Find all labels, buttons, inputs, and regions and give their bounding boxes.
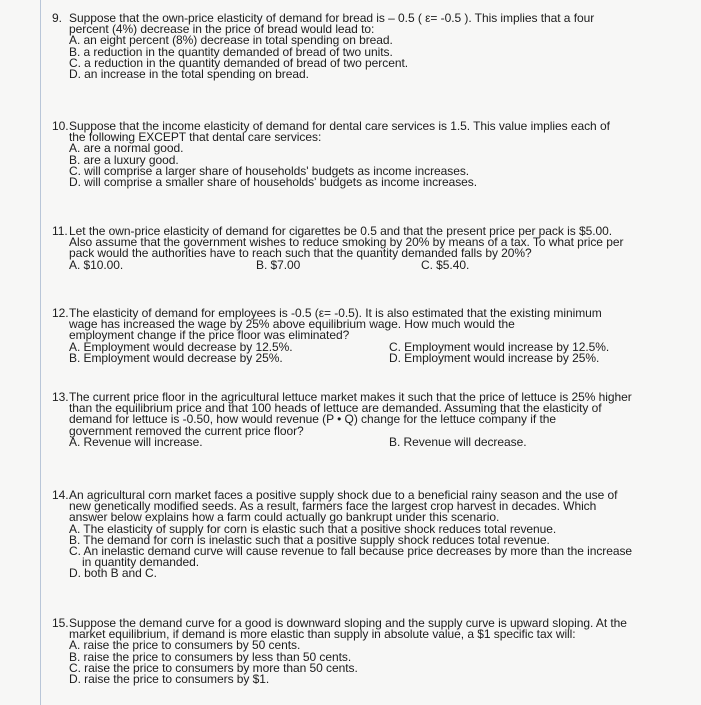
question-stem: Also assume that the government wishes to reduce smoking by 20% by means of a tax. To what price per (69, 235, 624, 250)
question-stem: The elasticity of demand for employees is -0.5 (ε= -0.5). It is also estimated that the existing minimum (69, 306, 602, 320)
question-stem: answer below explains how a farm could actually go bankrupt under this scenario. (69, 510, 500, 525)
question-10 (52, 121, 679, 188)
answer-option: B. Employment would decrease by 25%. (69, 350, 283, 365)
answer-option: C. will comprise a larger share of households' budgets as income increases. (69, 163, 470, 178)
question-15 (52, 618, 679, 685)
answer-option: B. a reduction in the quantity demanded of bread of two units. (69, 44, 393, 59)
answer-option-continued: in quantity demanded. (82, 555, 200, 570)
question-13 (52, 392, 679, 448)
answer-option: A. $10.00. (69, 257, 124, 272)
question-stem: Let the own-price elasticity of demand for cigarettes be 0.5 and that the present price per pack is $5.00. (69, 224, 613, 238)
question-stem: new genetically modified seeds. As a result, farmers face the largest crop harvest in decades. Which (69, 499, 597, 514)
answer-option: D. raise the price to consumers by $1. (69, 672, 270, 687)
answer-options-row (52, 257, 679, 272)
question-stem: Suppose that the own-price elasticity of demand for bread is – 0.5 ( ε= -0.5 ). This implies that a four (69, 11, 595, 25)
question-9 (52, 13, 679, 80)
answer-option: A. The elasticity of supply for corn is elastic such that a positive shock reduces total revenue. (69, 521, 557, 536)
question-stem: The current price floor in the agricultural lettuce market makes it such that the price of lettuce is 25% higher (69, 390, 632, 404)
question-number: 10. (52, 119, 69, 133)
answer-options-row (52, 350, 679, 365)
answer-option: A. raise the price to consumers by 50 cents. (69, 638, 301, 653)
answer-option: B. $7.00 (256, 257, 301, 272)
question-number: 9. (52, 11, 62, 25)
question-stem: government removed the current price floor? (69, 423, 304, 438)
question-stem: demand for lettuce is -0.50, how would revenue (P • Q) change for the lettuce company if the (69, 412, 556, 427)
question-stem: Suppose the demand curve for a good is downward sloping and the supply curve is upward sloping. At the (69, 616, 627, 630)
question-stem: An agricultural corn market faces a positive supply shock due to a beneficial rainy season and the use of (69, 488, 618, 502)
question-number: 11. (52, 224, 68, 238)
question-12 (52, 308, 679, 364)
answer-option: B. The demand for corn is inelastic such that a positive supply shock reduces total revenue. (69, 532, 550, 547)
question-stem: Suppose that the income elasticity of demand for dental care services is 1.5. This value implies each of (69, 119, 610, 133)
answer-option: D. both B and C. (69, 566, 157, 581)
answer-option: B. are a luxury good. (69, 152, 179, 167)
answer-option: C. Employment would increase by 12.5%. (389, 339, 610, 354)
answer-option: A. Revenue will increase. (69, 434, 203, 449)
answer-option: A. an eight percent (8%) decrease in total spending on bread. (69, 33, 393, 48)
answer-option: B. raise the price to consumers by less than 50 cents. (69, 649, 352, 664)
answer-options-row (52, 434, 679, 449)
answer-option: A. Employment would decrease by 12.5%. (69, 339, 293, 354)
question-stem: the following EXCEPT that dental care services: (69, 130, 322, 145)
answer-option: D. an increase in the total spending on bread. (69, 67, 309, 82)
answer-option: D. will comprise a smaller share of households' budgets as income increases. (69, 175, 478, 190)
question-14 (52, 490, 679, 580)
question-number: 12. (52, 306, 69, 320)
question-stem: percent (4%) decrease in the price of bread would lead to: (69, 22, 375, 37)
question-stem: wage has increased the wage by 25% above equilibrium wage. How much would the (69, 317, 515, 332)
question-stem: market equilibrium, if demand is more elastic than supply in absolute value, a $1 specific tax will: (69, 627, 576, 642)
question-stem: pack would the authorities have to reach such that the quantity demanded falls by 20%? (69, 246, 532, 261)
answer-option: C. $5.40. (421, 257, 470, 272)
question-number: 13. (52, 390, 69, 404)
question-number: 14. (52, 488, 69, 502)
question-11 (52, 226, 679, 271)
question-number: 15. (52, 616, 69, 630)
answer-option: D. Employment would increase by 25%. (389, 350, 600, 365)
answer-option: A. are a normal good. (69, 141, 184, 156)
answer-option: B. Revenue will decrease. (389, 434, 527, 449)
margin-rule (40, 0, 41, 705)
question-stem: than the equilibrium price and that 100 heads of lettuce are demanded. Assuming that the elasticity of (69, 401, 602, 416)
answer-option: C. An inelastic demand curve will cause revenue to fall because price decreases by more than the increase (69, 544, 633, 559)
answer-option: C. raise the price to consumers by more than 50 cents. (69, 660, 358, 675)
question-stem: employment change if the price floor was eliminated? (69, 328, 350, 343)
answer-option: C. a reduction in the quantity demanded of bread of two percent. (69, 55, 409, 70)
